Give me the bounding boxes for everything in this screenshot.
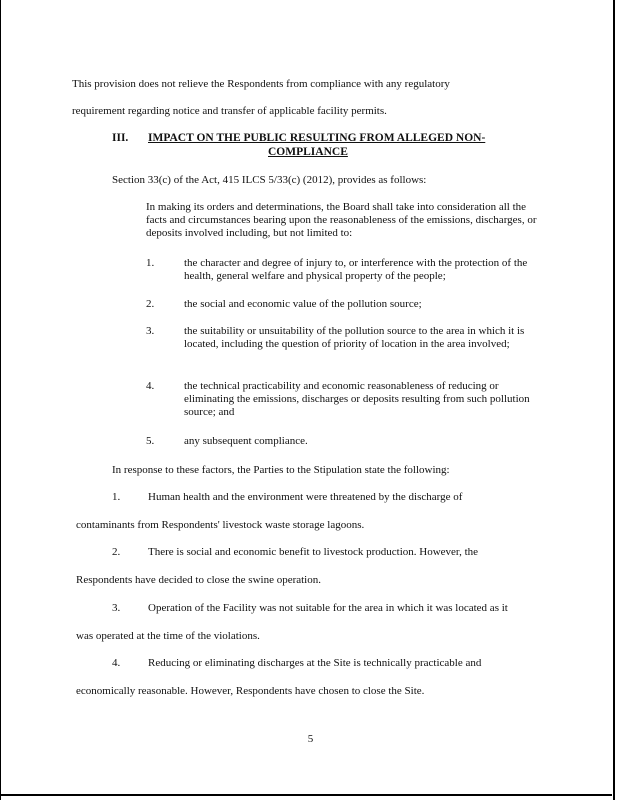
response-line-2: economically reasonable. However, Respondents have chosen to close the Site. xyxy=(76,685,425,697)
section-title-line-2: COMPLIANCE xyxy=(268,146,348,158)
section-title-line-1: IMPACT ON THE PUBLIC RESULTING FROM ALLEGED NON- xyxy=(148,132,486,144)
quote-item-number: 3. xyxy=(146,325,155,337)
intro-line-1: This provision does not relieve the Respondents from compliance with any regulatory xyxy=(72,78,450,90)
response-number: 1. xyxy=(112,491,121,503)
response-lead: In response to these factors, the Parties to the Stipulation state the following: xyxy=(112,464,450,476)
quote-item-number: 4. xyxy=(146,380,155,392)
quote-item-text: the technical practicability and economic reasonableness of reducing or eliminating the emissions, discharges or deposits resulting from such pollution source; and xyxy=(184,380,530,418)
quote-item-number: 5. xyxy=(146,435,155,447)
response-line-1: Human health and the environment were threatened by the discharge of xyxy=(148,491,463,503)
response-line-1: There is social and economic benefit to livestock production. However, the xyxy=(148,546,479,558)
quote-item-number: 1. xyxy=(146,257,155,269)
page-border-bottom xyxy=(0,794,612,796)
response-line-1: Reducing or eliminating discharges at the Site is technically practicable and xyxy=(148,657,482,669)
response-line-2: was operated at the time of the violations. xyxy=(76,630,260,642)
response-line-1: Operation of the Facility was not suitable for the area in which it was located as it xyxy=(148,602,508,614)
response-line-2: contaminants from Respondents' livestock waste storage lagoons. xyxy=(76,519,365,531)
section-number: III. xyxy=(112,132,129,144)
page-border-right xyxy=(613,0,615,800)
quote-item-text: the social and economic value of the pollution source; xyxy=(184,298,422,310)
lead-paragraph: Section 33(c) of the Act, 415 ILCS 5/33(c) (2012), provides as follows: xyxy=(112,174,427,186)
block-quote-intro: In making its orders and determinations, the Board shall take into consideration all the facts and circumstances bearing upon the reasonableness of the emissions, discharges, or deposits involved including, but not limited to: xyxy=(146,201,537,239)
page-border-left xyxy=(0,0,1,800)
quote-item-text: the suitability or unsuitability of the pollution source to the area in which it is located, including the question of priority of location in the area involved; xyxy=(184,325,525,350)
response-line-2: Respondents have decided to close the swine operation. xyxy=(76,574,321,586)
intro-line-2: requirement regarding notice and transfer of applicable facility permits. xyxy=(72,105,387,117)
response-number: 4. xyxy=(112,657,121,669)
quote-item-text: the character and degree of injury to, or interference with the protection of the health, general welfare and physical property of the people; xyxy=(184,257,528,282)
quote-item-text: any subsequent compliance. xyxy=(184,435,308,447)
quote-item-number: 2. xyxy=(146,298,155,310)
page-number: 5 xyxy=(307,733,314,745)
response-number: 3. xyxy=(112,602,121,614)
response-number: 2. xyxy=(112,546,121,558)
